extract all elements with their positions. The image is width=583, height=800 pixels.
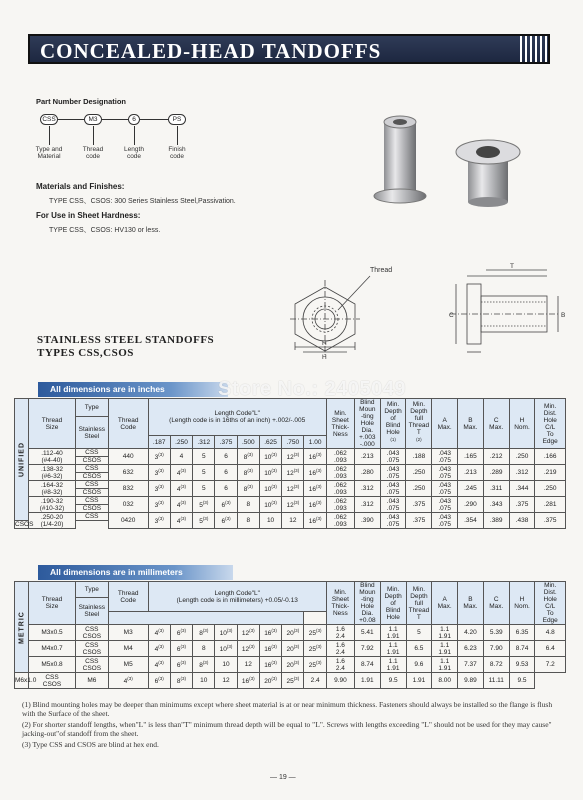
cell-code: M4 (108, 641, 148, 657)
cell-blind: .213 (354, 449, 380, 465)
cell-dist: 9.5 (509, 673, 535, 689)
materials-text: TYPE CSS、CSOS: 300 Series Stainless Steel,Passivation. (49, 198, 236, 205)
cell-code: 440 (108, 449, 148, 465)
cell-length: 4$^{(3)}$ (170, 481, 192, 497)
cell-code: M3 (108, 625, 148, 641)
part-number-heading: Part Number Designation (36, 97, 127, 106)
cell-size: .250-20 (1/4-20) (29, 513, 76, 529)
cell-a: .043 .075 (432, 513, 458, 529)
cell-sheet: 2.4 (304, 673, 326, 689)
cell-dist: .281 (535, 497, 566, 513)
cell-type-css: CSS (75, 465, 108, 473)
cell-sheet: .062 .093 (326, 465, 354, 481)
col-min-depth-thread: Min. Depth full Thread T $^{(2)}$ (406, 399, 432, 449)
page-number: — 19 — (270, 774, 296, 781)
part-code-leader-1 (93, 126, 94, 145)
col-b: B Max. (458, 399, 484, 449)
cell-length: 8$^{(3)}$ (170, 673, 192, 689)
footnote-2: (2) For shorter standoff lengths, when"L" is less than"T" minimum thread depth will be equal to "L". Screws with lengths exceeding "L" should not be used for they may cause" jacking-out"of standoff from the sheet. (22, 720, 552, 738)
col-h: H Nom. (509, 399, 535, 449)
cell-type-csos: CSOS (75, 457, 108, 465)
cell-length: 6$^{(3)}$ (170, 641, 192, 657)
technical-drawing (270, 262, 570, 362)
cell-h: 9.53 (509, 657, 535, 673)
cell-a: .043 .075 (432, 449, 458, 465)
cell-h: .250 (509, 449, 535, 465)
table-row (15, 513, 566, 521)
cell-length: 8$^{(3)}$ (237, 449, 259, 465)
cell-length: 8 (237, 513, 259, 529)
cell-length: 10 (193, 673, 215, 689)
cell-length: 3$^{(3)}$ (148, 449, 170, 465)
col-a: A Max. (432, 582, 458, 625)
col-stainless: Stainless Steel (75, 598, 108, 625)
cell-length: 10$^{(3)}$ (259, 449, 281, 465)
col-type: Type (75, 399, 108, 417)
cell-h: 8.74 (509, 641, 535, 657)
table-header-row (15, 399, 566, 417)
table-row (15, 481, 566, 489)
cell-length: 16$^{(3)}$ (304, 449, 326, 465)
cell-length: 4$^{(3)}$ (108, 673, 148, 689)
cell-length: 12$^{(3)}$ (282, 481, 304, 497)
cell-b: .245 (458, 481, 484, 497)
part-code-0: CSS (40, 114, 58, 125)
cell-dist: .375 (535, 513, 566, 529)
inch-table-header: All dimensions are in inches (38, 382, 228, 397)
length-7: 1.00 (304, 436, 326, 449)
cell-size: .190-32 (#10-32) (29, 497, 76, 513)
cell-dist: .166 (535, 449, 566, 465)
cell-sheet: .062 .093 (326, 513, 354, 529)
cell-a: .043 .075 (432, 465, 458, 481)
cell-type-csos: CSOS (75, 505, 108, 513)
cell-sheet: .062 .093 (326, 449, 354, 465)
cell-h: .438 (509, 513, 535, 529)
cell-dist: 4.8 (535, 625, 566, 641)
cell-depth-blind: 1.1 1.91 (380, 641, 406, 657)
cell-length: 6$^{(3)}$ (170, 625, 192, 641)
cell-blind: 8.74 (354, 657, 380, 673)
table-row (15, 657, 566, 673)
cell-depth-blind: 1.91 (354, 673, 380, 689)
cell-length: 16$^{(3)}$ (237, 673, 259, 689)
part-code-caption-1: Thread code (82, 146, 104, 160)
cell-type-csos: CSOS (75, 473, 108, 481)
cell-length: 20$^{(3)}$ (282, 625, 304, 641)
cell-b: 4.20 (458, 625, 484, 641)
table-row (15, 641, 566, 657)
cell-type-css: CSS (75, 481, 108, 489)
cell-depth-blind: .043 .075 (380, 513, 406, 529)
cell-c: .212 (483, 449, 509, 465)
cell-type-csos: CSOS (75, 489, 108, 497)
cell-length: 5 (193, 449, 215, 465)
length-5: .625 (259, 436, 281, 449)
table-row (15, 673, 566, 689)
cell-length: 25$^{(3)}$ (282, 673, 304, 689)
cell-depth-thread: 5 (406, 625, 432, 641)
footnote-1: (1) Blind mounting holes may be deeper than minimums except where sheet material is at or near minimum thickness. Fasteners should always be installed so the flange is flush with the Surface of the sheet. (22, 700, 553, 718)
cell-length: 20$^{(3)}$ (259, 673, 281, 689)
cell-length: 16$^{(3)}$ (259, 641, 281, 657)
cell-length: 3$^{(3)}$ (148, 465, 170, 481)
cell-length: 16$^{(3)}$ (259, 625, 281, 641)
cell-a: 1.91 (406, 673, 432, 689)
cell-length: 25$^{(3)}$ (304, 641, 326, 657)
cell-length: 4$^{(3)}$ (170, 465, 192, 481)
cell-dist: 7.2 (535, 657, 566, 673)
col-thread-size: Thread Size (29, 399, 76, 449)
cell-c: .311 (483, 481, 509, 497)
cell-type: CSS CSOS (29, 673, 76, 689)
length-3: .375 (215, 436, 237, 449)
cell-sheet: 1.6 2.4 (326, 657, 354, 673)
cell-depth-thread: 6.5 (406, 641, 432, 657)
part-code-leader-2 (134, 126, 135, 145)
cell-dist: .219 (535, 465, 566, 481)
cell-blind: .280 (354, 465, 380, 481)
col-min-depth-blind: Min. Depth of Blind Hole $^{(1)}$ (380, 399, 406, 449)
cell-h: .344 (509, 481, 535, 497)
cell-length: 16$^{(3)}$ (304, 497, 326, 513)
cell-length: 5$^{(3)}$ (193, 513, 215, 529)
col-c: C Max. (483, 399, 509, 449)
cell-length: 12 (237, 657, 259, 673)
cell-h: .375 (509, 497, 535, 513)
col-length-code: Length Code"L" (Length code is in millimeters) +0.05/-0.13 (148, 582, 326, 612)
cell-depth-blind: 1.1 1.91 (380, 625, 406, 641)
cell-blind: 5.41 (354, 625, 380, 641)
cell-length: 20$^{(3)}$ (282, 657, 304, 673)
cell-depth-blind: 1.1 1.91 (380, 657, 406, 673)
cell-dist: 6.4 (535, 641, 566, 657)
cell-a: 1.1 1.91 (432, 625, 458, 641)
cell-a: .043 .075 (432, 481, 458, 497)
part-code-link-0 (58, 119, 84, 120)
part-code-2: 6 (128, 114, 140, 125)
cell-length: 8$^{(3)}$ (193, 625, 215, 641)
cell-depth-blind: .043 .075 (380, 481, 406, 497)
length-2: .312 (193, 436, 215, 449)
cell-length: 10$^{(3)}$ (259, 497, 281, 513)
standoff-side-view (374, 116, 426, 203)
dim-label-h2: H (322, 354, 327, 361)
cell-size: .112-40 (#4-40) (29, 449, 76, 465)
col-length-code: Length Code"L" (Length code is in 16ths of an inch) +.002/-.005 (148, 399, 326, 436)
cell-c: 8.72 (483, 657, 509, 673)
standoff-photo (370, 100, 550, 220)
cell-depth-blind: .043 .075 (380, 497, 406, 513)
col-blind-hole: Blind Moun -ting Hole Dia. +.003 -.000 (354, 399, 380, 449)
cell-length: 8$^{(3)}$ (237, 465, 259, 481)
cell-size: .164-32 (#8-32) (29, 481, 76, 497)
cell-dist: .250 (535, 481, 566, 497)
length-1: .250 (170, 436, 192, 449)
col-dist: Min. Dist. Hole C/L To Edge (535, 399, 566, 449)
cell-length: 12$^{(3)}$ (282, 497, 304, 513)
cell-length: 10$^{(3)}$ (215, 625, 237, 641)
cell-size: M6x1.0 (15, 673, 29, 689)
col-min-sheet: Min. Sheet Thick- Ness (326, 582, 354, 625)
cell-size: M4x0.7 (29, 641, 76, 657)
col-h: H Nom. (509, 582, 535, 625)
cell-type-css: CSS (75, 497, 108, 505)
cell-type: CSS CSOS (75, 641, 108, 657)
cell-type: CSS CSOS (75, 657, 108, 673)
part-code-leader-3 (177, 126, 178, 145)
thread-label: Thread (370, 267, 393, 274)
cell-a: .043 .075 (432, 497, 458, 513)
cell-length: 12 (215, 673, 237, 689)
cell-code: 0420 (108, 513, 148, 529)
col-a: A Max. (432, 399, 458, 449)
table-row (15, 465, 566, 473)
cell-depth-thread: .375 (406, 513, 432, 529)
cell-type: CSS CSOS (75, 625, 108, 641)
cell-b: .165 (458, 449, 484, 465)
metric-table-header: All dimensions are in millimeters (38, 565, 233, 580)
cell-size: .138-32 (#6-32) (29, 465, 76, 481)
part-code-1: M3 (84, 114, 102, 125)
cell-length: 10 (259, 513, 281, 529)
cell-length: 6 (215, 481, 237, 497)
table-row (15, 449, 566, 457)
col-min-sheet: Min. Sheet Thick- Ness (326, 399, 354, 449)
col-c: C Max. (483, 582, 509, 625)
cell-sheet: .062 .093 (326, 481, 354, 497)
cell-length: 4$^{(3)}$ (148, 625, 170, 641)
cell-sheet: 1.6 2.4 (326, 641, 354, 657)
length-6: .750 (282, 436, 304, 449)
cell-b: 8.00 (432, 673, 458, 689)
part-code-caption-2: Length code (124, 146, 144, 160)
cell-b: .354 (458, 513, 484, 529)
cell-type-css: CSS (75, 513, 108, 521)
col-thread-code: Thread Code (108, 582, 148, 612)
dim-label-h1: H (322, 340, 327, 347)
cell-size: M5x0.8 (29, 657, 76, 673)
cell-blind: .312 (354, 481, 380, 497)
cell-length: 10$^{(3)}$ (259, 465, 281, 481)
length-4: .500 (237, 436, 259, 449)
cell-length: 3$^{(3)}$ (148, 481, 170, 497)
cell-depth-blind: .043 .075 (380, 449, 406, 465)
col-thread-size: Thread Size (29, 582, 76, 625)
cell-blind: .390 (354, 513, 380, 529)
cell-blind: .312 (354, 497, 380, 513)
col-type: Type (75, 582, 108, 598)
footnotes (22, 700, 567, 751)
cell-sheet: .062 .093 (326, 497, 354, 513)
cell-depth-thread: .250 (406, 481, 432, 497)
banner-stripes (520, 36, 548, 62)
cell-length: 10$^{(3)}$ (215, 641, 237, 657)
standoff-flange-view (456, 140, 520, 207)
length-spacer (108, 612, 304, 625)
cell-a: 1.1 1.91 (432, 641, 458, 657)
standoff-title-line1: STAINLESS STEEL STANDOFFS (37, 334, 215, 346)
col-b: B Max. (458, 582, 484, 625)
col-thread-code: Thread Code (108, 399, 148, 449)
length-0: .187 (148, 436, 170, 449)
table-row (15, 625, 566, 641)
cell-b: .290 (458, 497, 484, 513)
col-min-depth-blind: Min. Depth of Blind Hole (380, 582, 406, 625)
cell-length: 6$^{(3)}$ (215, 497, 237, 513)
part-code-leader-0 (49, 126, 50, 145)
cell-length: 16$^{(3)}$ (304, 481, 326, 497)
cell-blind: 9.90 (326, 673, 354, 689)
cell-length: 3$^{(3)}$ (148, 513, 170, 529)
cell-length: 8 (193, 641, 215, 657)
cell-c: .389 (483, 513, 509, 529)
standoff-title-line2: TYPES CSS,CSOS (37, 347, 134, 359)
cell-h: 6.35 (509, 625, 535, 641)
cell-depth-thread: .188 (406, 449, 432, 465)
cell-depth-blind: .043 .075 (380, 465, 406, 481)
cell-code: M5 (108, 657, 148, 673)
cell-h: .312 (509, 465, 535, 481)
cell-c: 5.39 (483, 625, 509, 641)
part-code-3: PS (168, 114, 186, 125)
cell-c: .343 (483, 497, 509, 513)
page-title: CONCEALED-HEAD TANDOFFS (40, 39, 382, 63)
cell-length: 5 (193, 481, 215, 497)
cell-length: 16$^{(3)}$ (304, 465, 326, 481)
cell-depth-thread: .250 (406, 465, 432, 481)
cell-length: 4$^{(3)}$ (148, 657, 170, 673)
cell-length: 16$^{(3)}$ (304, 513, 326, 529)
cell-length: 8$^{(3)}$ (237, 481, 259, 497)
cell-c: .289 (483, 465, 509, 481)
cell-length: 25$^{(3)}$ (304, 625, 326, 641)
cell-a: 1.1 1.91 (432, 657, 458, 673)
cell-length: 4$^{(3)}$ (170, 497, 192, 513)
cell-code: 632 (108, 465, 148, 481)
cell-depth-thread: 9.5 (380, 673, 406, 689)
cell-length: 5$^{(3)}$ (193, 497, 215, 513)
part-code-link-1 (102, 119, 128, 120)
table-header-row (15, 582, 566, 598)
cell-b: 7.37 (458, 657, 484, 673)
cell-b: .213 (458, 465, 484, 481)
cell-length: 6 (215, 465, 237, 481)
cell-length: 5 (193, 465, 215, 481)
cell-length: 10$^{(3)}$ (259, 481, 281, 497)
col-stainless: Stainless Steel (75, 417, 108, 449)
cell-depth-thread: 9.6 (406, 657, 432, 673)
dim-label-b: B (561, 312, 566, 319)
cell-length: 6$^{(3)}$ (170, 657, 192, 673)
dim-label-t: T (510, 263, 514, 270)
cell-length: 6 (215, 449, 237, 465)
cell-length: 25$^{(3)}$ (304, 657, 326, 673)
cell-length: 6$^{(3)}$ (148, 673, 170, 689)
cell-h: 11.11 (483, 673, 509, 689)
inch-dimensions-table (14, 398, 566, 529)
cell-length: 12$^{(3)}$ (282, 465, 304, 481)
dim-label-c: C (449, 312, 454, 319)
col-dist: Min. Dist. Hole C/L To Edge (535, 582, 566, 625)
standoff-title (37, 334, 214, 360)
materials-heading: Materials and Finishes: (36, 182, 125, 191)
footnote-3: (3) Type CSS and CSOS are blind at hex end. (22, 740, 159, 749)
cell-length: 12 (282, 513, 304, 529)
part-code-caption-0: Type and Material (35, 146, 63, 160)
cell-sheet: 1.6 2.4 (326, 625, 354, 641)
cell-length: 20$^{(3)}$ (282, 641, 304, 657)
table-row (15, 497, 566, 505)
cell-length: 4$^{(3)}$ (148, 641, 170, 657)
title-banner (28, 34, 550, 64)
part-code-link-2 (140, 119, 168, 120)
col-blind-hole: Blind Moun -ting Hole Dia. +0.08 (354, 582, 380, 625)
hardness-heading: For Use in Sheet Hardness: (36, 211, 141, 220)
cell-length: 8$^{(3)}$ (193, 657, 215, 673)
cell-length: 3$^{(3)}$ (148, 497, 170, 513)
cell-type-css: CSS (75, 449, 108, 457)
cell-code: M6 (75, 673, 108, 689)
cell-length: 12$^{(3)}$ (282, 449, 304, 465)
table-side-label: UNIFIED (15, 399, 29, 521)
cell-depth-thread: .375 (406, 497, 432, 513)
cell-code: 032 (108, 497, 148, 513)
cell-length: 12$^{(3)}$ (237, 625, 259, 641)
store-watermark: Store No.: 2405049 (218, 378, 406, 400)
cell-length: 12$^{(3)}$ (237, 641, 259, 657)
metric-dimensions-table (14, 581, 566, 689)
cell-b: 6.23 (458, 641, 484, 657)
cell-code: 832 (108, 481, 148, 497)
col-min-depth-thread: Min. Depth full Thread T (406, 582, 432, 625)
cell-blind: 7.92 (354, 641, 380, 657)
cell-length: 4$^{(3)}$ (170, 513, 192, 529)
cell-c: 7.90 (483, 641, 509, 657)
cell-length: 16$^{(3)}$ (259, 657, 281, 673)
hardness-text: TYPE CSS、CSOS: HV130 or less. (49, 227, 161, 234)
cell-length: 4 (170, 449, 192, 465)
cell-length: 6$^{(3)}$ (215, 513, 237, 529)
part-code-caption-3: Finish code (168, 146, 186, 160)
cell-size: M3x0.5 (29, 625, 76, 641)
cell-type-csos: CSOS (15, 521, 34, 528)
table-side-label: METRIC (15, 582, 29, 673)
cell-c: 9.89 (458, 673, 484, 689)
cell-length: 8 (237, 497, 259, 513)
cell-length: 10 (215, 657, 237, 673)
